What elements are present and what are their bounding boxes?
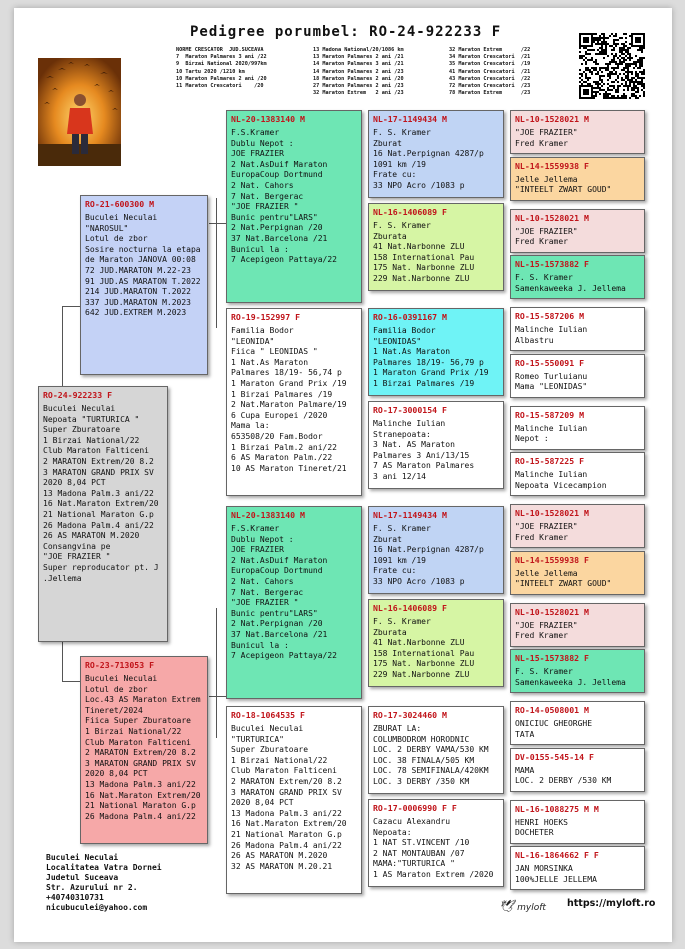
pedigree-line: 13 Madona Palm.3 ani/22: [43, 488, 154, 498]
pedigree-line: 3 Nat. AS Maraton: [373, 440, 455, 450]
great-grandparent-card[interactable]: [368, 110, 504, 198]
ring-number: RO-14-0508001 M: [515, 705, 589, 715]
pedigree-line: LOC. 2 DERBY /530 KM: [515, 776, 612, 786]
pedigree-line: 100%JELLE JELLEMA: [515, 874, 597, 884]
pedigree-line: 41 Nat.Narbonne ZLU: [373, 638, 465, 648]
pedigree-line: 3 MARATON GRAND PRIX SV: [231, 787, 342, 797]
pedigree-line: Fred Kramer: [515, 138, 568, 148]
pedigree-line: Frate cu:: [373, 170, 417, 180]
pedigree-line: 91 JUD.AS MARATON T.2022: [85, 276, 201, 286]
result-line: 78 Maraton Extrem /23: [449, 90, 531, 97]
great-great-grandparent-card[interactable]: [510, 255, 645, 299]
pedigree-line: Mama "LEONIDAS": [515, 382, 588, 392]
pedigree-line: Familia Bodor: [373, 326, 436, 335]
pedigree-line: "LEONIDA": [231, 336, 275, 346]
subject-card[interactable]: [38, 386, 168, 642]
ring-number: RO-19-152997 F: [231, 312, 301, 322]
pedigree-line: 16 Nat.Perpignan 4287/p: [373, 149, 484, 159]
pedigree-line: Club Maraton Falticeni: [43, 446, 149, 456]
pedigree-line: Palmares 18/19- 56,79 p: [373, 357, 484, 367]
pedigree-line: Club Maraton Falticeni: [85, 737, 191, 747]
pedigree-line: 3 MARATON GRAND PRIX SV: [85, 758, 196, 768]
pedigree-line: 2 Nat.Perpignan /20: [231, 223, 323, 233]
connector: [216, 198, 217, 328]
connector: [62, 306, 82, 307]
pedigree-line: JOE FRAZIER: [231, 545, 284, 555]
ring-number: RO-16-0391167 M: [373, 312, 447, 322]
ring-number: NL-10-1528021 M: [515, 508, 589, 518]
pedigree-line: Consangvina pe: [43, 541, 111, 551]
pedigree-line: Buculei Neculai: [85, 213, 158, 222]
great-grandparent-card[interactable]: [368, 308, 504, 396]
great-grandparent-card[interactable]: [368, 799, 504, 887]
pedigree-line: TATA: [515, 729, 535, 739]
pedigree-line: 229 Nat.Narbonne ZLU: [373, 669, 470, 679]
pedigree-line: "JOE FRAZIER ": [231, 598, 299, 608]
pedigree-line: 26 Madona Palm.4 ani/22: [231, 840, 342, 850]
owner-contact: [46, 853, 162, 913]
great-great-grandparent-card[interactable]: [510, 800, 645, 844]
ring-number: NL-16-1406089 F: [373, 603, 447, 613]
pedigree-line: LOC. 38 FINALA/505 KM: [373, 755, 475, 765]
pedigree-line: "JOE FRAZIER": [515, 128, 578, 137]
great-great-grandparent-card[interactable]: [510, 846, 645, 890]
great-grandparent-card[interactable]: [368, 203, 504, 291]
pedigree-line: Bunicul la :: [231, 640, 289, 650]
pedigree-line: F. S. Kramer: [373, 617, 431, 626]
pedigree-line: 16 Nat.Perpignan 4287/p: [373, 545, 484, 555]
pedigree-line: 6 Cupa Europei /2020: [231, 410, 328, 420]
pedigree-line: Fiica Super Zburatoare: [85, 716, 191, 726]
pedigree-line: 1 NAT ST.VINCENT /10: [373, 838, 470, 848]
connector: [216, 608, 217, 738]
pedigree-line: 13 Madona Palm.3 ani/22: [231, 808, 342, 818]
pedigree-line: 2 Nat.AsDuif Maraton: [231, 159, 328, 169]
pedigree-line: 33 NPO Acro /1083 p: [373, 180, 465, 190]
owner-phone: +40740310731: [46, 893, 104, 902]
pedigree-line: Fred Kramer: [515, 631, 568, 641]
pedigree-line: 1 Birzai National/22: [231, 755, 328, 765]
ring-number: NL-16-1406089 F: [373, 207, 447, 217]
great-great-grandparent-card[interactable]: [510, 603, 645, 647]
pedigree-line: 10 AS Maraton Tineret/21: [231, 463, 347, 473]
pedigree-line: 37 Nat.Barcelona /21: [231, 629, 328, 639]
pedigree-line: "TURTURICA": [231, 734, 284, 744]
pedigree-line: 7 Acepigeon Pattaya/22: [231, 255, 337, 265]
pedigree-line: "INTEELT ZWART GOUD": [515, 185, 612, 195]
pedigree-line: "INTEELT ZWART GOUD": [515, 579, 612, 589]
pedigree-line: 26 Madona Palm.4 ani/22: [43, 520, 154, 530]
ring-number: NL-15-1573882 F: [515, 259, 589, 269]
pedigree-line: F. S. Kramer: [373, 128, 431, 137]
pedigree-line: 2 MARATON Extrem/20 8.2: [231, 776, 342, 786]
grandparent-card[interactable]: [226, 506, 362, 699]
pedigree-line: 653508/20 Fam.Bodor: [231, 431, 323, 441]
pedigree-line: 2 Nat.AsDuif Maraton: [231, 555, 328, 565]
pedigree-line: JOE FRAZIER: [231, 149, 284, 159]
great-great-grandparent-card[interactable]: [510, 748, 645, 792]
sire-card[interactable]: [80, 195, 208, 375]
owner-county: Judetul Suceava: [46, 873, 119, 882]
pedigree-line: Familia Bodor: [231, 326, 294, 335]
pedigree-line: 2020 8,04 PCT: [43, 478, 106, 488]
pedigree-line: 1 Birzai Palmares /19: [373, 378, 475, 388]
great-great-grandparent-card[interactable]: [510, 504, 645, 548]
great-grandparent-card[interactable]: [368, 706, 504, 794]
pedigree-line: Buculei Neculai: [85, 674, 158, 683]
pedigree-line: Zburata: [373, 231, 407, 241]
result-line: 11 Maraton Crescatori /20: [176, 83, 264, 90]
pedigree-line: 158 International Pau: [373, 252, 475, 262]
connector: [209, 696, 227, 697]
pedigree-line: EuropaCoup Dortmund: [231, 170, 323, 180]
pedigree-line: Nepoata:: [373, 827, 412, 837]
pedigree-line: 26 Madona Palm.4 ani/22: [85, 811, 196, 821]
pedigree-line: 1 Birzai National/22: [43, 435, 140, 445]
great-great-grandparent-card[interactable]: [510, 649, 645, 693]
result-line: 14 Maraton Palmares 3 ani /21: [313, 61, 404, 68]
great-great-grandparent-card[interactable]: [510, 551, 645, 595]
pedigree-line: Lotul de zbor: [85, 234, 148, 244]
ring-number: RO-15-550091 F: [515, 357, 585, 368]
pedigree-line: 1 Nat.As Maraton: [373, 347, 451, 357]
pedigree-line: Jelle Jellema: [515, 174, 578, 184]
qr-code-icon: [579, 33, 645, 99]
pedigree-line: Cazacu Alexandru: [373, 817, 451, 826]
owner-name: Buculei Neculai: [46, 853, 119, 862]
pedigree-line: LOC. 3 DERBY /350 KM: [373, 776, 470, 786]
pedigree-line: Buculei Neculai: [231, 724, 304, 733]
ring-number: RO-17-3024460 M: [373, 710, 447, 720]
pedigree-line: Malinche Iulian: [515, 470, 588, 479]
pedigree-line: Nepot :: [515, 434, 549, 444]
great-grandparent-card[interactable]: [368, 506, 504, 594]
pedigree-line: ONICIUC GHEORGHE: [515, 719, 593, 728]
great-grandparent-card[interactable]: [368, 401, 504, 489]
pedigree-line: Club Maraton Falticeni: [231, 766, 337, 776]
pedigree-line: Bunic pentru"LARS": [231, 212, 318, 222]
pedigree-line: MAMA: [515, 765, 535, 775]
pedigree-line: 16 Nat.Maraton Extrem/20: [85, 790, 201, 800]
ring-number: RO-15-587225 F: [515, 456, 585, 466]
pedigree-line: "LEONIDAS": [373, 336, 422, 346]
result-line: 13 Madona National/20/1086 km: [313, 47, 404, 53]
pedigree-line: 26 AS MARATON M.2020: [43, 531, 140, 541]
great-great-grandparent-card[interactable]: [510, 701, 645, 745]
ring-number: DV-0155-545-14 F: [515, 751, 594, 762]
pedigree-line: Zburat: [373, 534, 402, 544]
ring-number: NL-16-1088275 M M: [515, 803, 599, 814]
pedigree-line: F. S. Kramer: [373, 221, 431, 230]
result-line: 32 Maraton Extrem /22: [449, 47, 531, 53]
brand-name: myloft: [517, 903, 546, 913]
pedigree-page: [14, 8, 672, 942]
pedigree-line: 1 Maraton Grand Prix /19: [231, 378, 347, 388]
grandparent-card[interactable]: [226, 110, 362, 303]
pedigree-line: 1 Birzai National/22: [85, 726, 182, 736]
ring-number: RO-18-1064535 F: [231, 710, 305, 720]
pedigree-line: Dublu Nepot :: [231, 534, 294, 544]
pedigree-line: 7 Nat. Bergerac: [231, 587, 304, 597]
connector: [62, 641, 63, 681]
pedigree-line: F.S.Kramer: [231, 128, 280, 137]
great-great-grandparent-card[interactable]: [510, 157, 645, 201]
pedigree-line: Lotul de zbor: [85, 684, 148, 694]
result-line: 41 Maraton Crescatori /21: [449, 68, 531, 75]
result-line: 43 Maraton Crescatori /22: [449, 75, 531, 82]
pedigree-line: 21 National Maraton G.p: [85, 801, 196, 811]
pedigree-line: LOC. 78 SEMIFINALA/420KM: [373, 766, 489, 776]
result-line: 7 Maraton Palmares 3 ani /22: [176, 54, 267, 61]
pedigree-line: 72 JUD.MARATON M.22-23: [85, 265, 191, 275]
grandparent-card[interactable]: [226, 308, 362, 496]
pedigree-line: 2 Nat.Perpignan /20: [231, 619, 323, 629]
ring-number: NL-16-1864662 F F: [515, 850, 599, 860]
pedigree-line: 3 MARATON GRAND PRIX SV: [43, 467, 154, 477]
result-line: 27 Maraton Palmares 2 ani /23: [313, 83, 404, 90]
pedigree-line: 2 MARATON Extrem/20 8.2: [85, 748, 196, 758]
page-title: Pedigree porumbel: RO-24-922233 F: [190, 24, 502, 40]
pedigree-line: Nepoata "TURTURICA ": [43, 414, 140, 424]
pedigree-line: Super Zburatoare: [43, 425, 121, 435]
pedigree-line: 16 Nat.Maraton Extrem/20: [231, 819, 347, 829]
pedigree-line: JAN MORSINKA: [515, 864, 573, 873]
pedigree-line: "NAROSUL": [85, 223, 129, 233]
pedigree-line: "JOE FRAZIER ": [231, 202, 299, 212]
pedigree-line: Zburata: [373, 627, 407, 637]
pedigree-line: ZBURAT LA:: [373, 724, 422, 733]
pedigree-line: de Maraton JANOVA 00:08: [85, 255, 196, 265]
pedigree-line: Palmares 3 Ani/13/15: [373, 450, 470, 460]
owner-photo: [38, 58, 121, 166]
pedigree-line: "JOE FRAZIER": [515, 522, 578, 531]
ring-number: NL-10-1528021 M: [515, 212, 589, 223]
pedigree-line: Romeo Turluianu: [515, 371, 588, 381]
pedigree-line: HENRI HOEKS: [515, 817, 568, 827]
pedigree-line: 16 Nat.Maraton Extrem/20: [43, 499, 159, 509]
pedigree-line: Fred Kramer: [515, 237, 568, 247]
result-line: 35 Maraton Crescatori /19: [449, 61, 531, 68]
ring-number: NL-15-1573882 F: [515, 653, 589, 663]
pedigree-line: 1 Nat.As Maraton: [231, 357, 309, 367]
pedigree-line: 26 AS MARATON M.2020: [231, 851, 328, 861]
pedigree-line: Frate cu:: [373, 566, 417, 576]
pedigree-line: 41 Nat.Narbonne ZLU: [373, 242, 465, 252]
pedigree-line: 158 International Pau: [373, 648, 475, 658]
pedigree-line: 1 AS Maraton Extrem /2020: [373, 869, 494, 879]
results-column-2: [313, 47, 404, 97]
pedigree-line: Sosire nocturna la etapa: [85, 244, 201, 254]
pedigree-line: 7 Nat. Bergerac: [231, 191, 304, 201]
dove-icon: 🕊: [499, 899, 515, 913]
ring-number: NL-20-1383140 M: [231, 114, 305, 124]
pedigree-line: Bunicul la :: [231, 244, 289, 254]
result-line: 14 Maraton Palmares 2 ani /23: [313, 68, 404, 75]
pedigree-line: EuropaCoup Dortmund: [231, 566, 323, 576]
pedigree-line: Super reproducator pt. J: [43, 562, 159, 572]
result-line: 9 Birzai National 2020/997km: [176, 61, 267, 68]
pedigree-line: Dublu Nepot :: [231, 138, 294, 148]
pedigree-line: Zburat: [373, 138, 402, 148]
pedigree-line: Fiica " LEONIDAS ": [231, 347, 318, 357]
pedigree-line: 214 JUD.MARATON T.2022: [85, 287, 191, 297]
connector: [209, 223, 227, 224]
site-link[interactable]: https://myloft.ro: [567, 898, 656, 909]
pedigree-line: Malinche Iulian: [515, 325, 588, 334]
pedigree-line: 3 ani 12/14: [373, 471, 426, 481]
pedigree-line: 7 Acepigeon Pattaya/22: [231, 651, 337, 661]
ring-number: NL-17-1149434 M: [373, 114, 447, 124]
results-column-3: [449, 47, 530, 97]
pedigree-line: 13 Madona Palm.3 ani/22: [85, 779, 196, 789]
pedigree-line: Malinche Iulian: [373, 419, 446, 428]
result-line: 18 Maraton Palmares 2 ani /20: [313, 75, 404, 82]
pedigree-line: F.S.Kramer: [231, 524, 280, 533]
pedigree-line: MAMA:"TURTURICA ": [373, 859, 455, 869]
pedigree-line: 1091 km /19: [373, 159, 426, 169]
pedigree-line: 21 National Maraton G.p: [231, 829, 342, 839]
pedigree-line: 2 Nat.Maraton Palmare/19: [231, 400, 347, 410]
pedigree-line: DOCHETER: [515, 828, 554, 838]
pedigree-line: Fred Kramer: [515, 532, 568, 542]
result-line: 34 Maraton Crescatori /21: [449, 54, 531, 61]
result-line: 13 Maraton Palmares 2 ani /21: [313, 54, 404, 61]
pedigree-line: 2 MARATON Extrem/20 8.2: [43, 456, 154, 466]
great-grandparent-card[interactable]: [368, 599, 504, 687]
pedigree-line: 2 Nat. Cahors: [231, 576, 294, 586]
pedigree-line: 7 AS Maraton Palmares: [373, 461, 475, 471]
pedigree-line: 2 Nat. Cahors: [231, 180, 294, 190]
pedigree-line: "JOE FRAZIER": [515, 620, 578, 630]
result-line: 10 Maraton Palmares 2 ani /20: [176, 75, 267, 82]
ring-number: NL-14-1559938 F: [515, 554, 589, 565]
pedigree-line: 37 Nat.Barcelona /21: [231, 233, 328, 243]
pedigree-line: COLUMBODROM HORODNIC: [373, 734, 470, 744]
pedigree-line: 1091 km /19: [373, 555, 426, 565]
great-great-grandparent-card[interactable]: [510, 406, 645, 450]
pedigree-line: Albastru: [515, 335, 554, 345]
pedigree-line: 175 Nat. Narbonne ZLU: [373, 659, 475, 669]
ring-number: NL-20-1383140 M: [231, 510, 305, 520]
ring-number: RO-15-587206 M: [515, 311, 585, 321]
pedigree-line: 21 National Maraton G.p: [43, 509, 154, 519]
ring-number: RO-17-0006990 F F: [373, 803, 457, 813]
pedigree-line: 1 Birzai Palm.2 ani/22: [231, 442, 337, 452]
result-line: NORME CRESCATOR JUD.SUCEAVA: [176, 47, 264, 53]
pedigree-line: "JOE FRAZIER": [515, 226, 578, 236]
results-column-1: [176, 47, 267, 90]
pedigree-line: 642 JUD.EXTREM M.2023: [85, 308, 187, 318]
pedigree-line: LOC. 2 DERBY VAMA/530 KM: [373, 745, 489, 755]
result-line: 32 Maraton Extrem 2 ani /23: [313, 90, 404, 97]
pedigree-line: Samenkaweeka J. Jellema: [515, 283, 626, 293]
pedigree-line: 175 Nat. Narbonne ZLU: [373, 263, 475, 273]
pedigree-line: 337 JUD.MARATON M.2023: [85, 297, 191, 307]
ring-number: NL-10-1528021 M: [515, 606, 589, 617]
pedigree-line: 1 Maraton Grand Prix /19: [373, 368, 489, 378]
pedigree-line: Loc.43 AS Maraton Extrem: [85, 695, 201, 705]
owner-locality: Localitatea Vatra Dornei: [46, 863, 162, 872]
pedigree-line: Bunic pentru"LARS": [231, 608, 318, 618]
pedigree-line: Samenkaweeka J. Jellema: [515, 677, 626, 687]
pedigree-line: .Jellema: [43, 573, 82, 583]
ring-number: RO-17-3000154 F: [373, 405, 447, 415]
connector: [62, 306, 63, 390]
pedigree-line: F. S. Kramer: [373, 524, 431, 533]
pedigree-line: 32 AS MARATON M.20.21: [231, 861, 333, 871]
pedigree-line: 2020 8,04 PCT: [85, 769, 148, 779]
pedigree-line: Super Zburatoare: [231, 745, 309, 755]
pedigree-line: 1 Birzai Palmares /19: [231, 389, 333, 399]
pedigree-line: Jelle Jellema: [515, 568, 578, 578]
pedigree-line: F. S. Kramer: [515, 273, 573, 282]
ring-number: NL-10-1528021 M: [515, 114, 589, 124]
result-line: 10 Tartu 2020 /1210 km: [176, 68, 245, 75]
ring-number: RO-23-713053 F: [85, 660, 155, 670]
pedigree-line: 229 Nat.Narbonne ZLU: [373, 273, 470, 283]
great-great-grandparent-card[interactable]: [510, 110, 645, 154]
pedigree-line: Nepoata Vicecampion: [515, 480, 607, 490]
great-great-grandparent-card[interactable]: [510, 452, 645, 496]
brand-logo: [499, 899, 546, 913]
ring-number: RO-21-600300 M: [85, 199, 155, 209]
pedigree-line: Malinche Iulian: [515, 423, 588, 433]
pedigree-line: Tineret/2024: [85, 705, 143, 715]
ring-number: NL-17-1149434 M: [373, 510, 447, 520]
pedigree-line: Stranepoata:: [373, 429, 431, 439]
pedigree-line: Buculei Neculai: [43, 404, 116, 413]
great-great-grandparent-card[interactable]: [510, 307, 645, 351]
pedigree-line: 33 NPO Acro /1083 p: [373, 576, 465, 586]
pedigree-line: 6 AS Maraton Palm./22: [231, 453, 333, 463]
ring-number: NL-14-1559938 F: [515, 160, 589, 171]
connector: [62, 681, 82, 682]
pedigree-line: F. S. Kramer: [515, 667, 573, 676]
owner-email[interactable]: nicubuculei@yahoo.com: [46, 903, 148, 912]
owner-street: Str. Azurului nr 2.: [46, 883, 138, 892]
pedigree-line: Mama la:: [231, 421, 270, 431]
pedigree-line: 2 NAT MONTAUBAN /07: [373, 848, 465, 858]
dam-card[interactable]: [80, 656, 208, 844]
result-line: 72 Maraton Crescatori /23: [449, 83, 531, 90]
pedigree-line: "JOE FRAZIER ": [43, 552, 111, 562]
pedigree-line: 2020 8,04 PCT: [231, 798, 294, 808]
great-great-grandparent-card[interactable]: [510, 209, 645, 253]
ring-number: RO-24-922233 F: [43, 390, 113, 400]
great-great-grandparent-card[interactable]: [510, 354, 645, 398]
grandparent-card[interactable]: [226, 706, 362, 894]
pedigree-line: Palmares 18/19- 56,74 p: [231, 368, 342, 378]
ring-number: RO-15-587209 M: [515, 409, 585, 420]
